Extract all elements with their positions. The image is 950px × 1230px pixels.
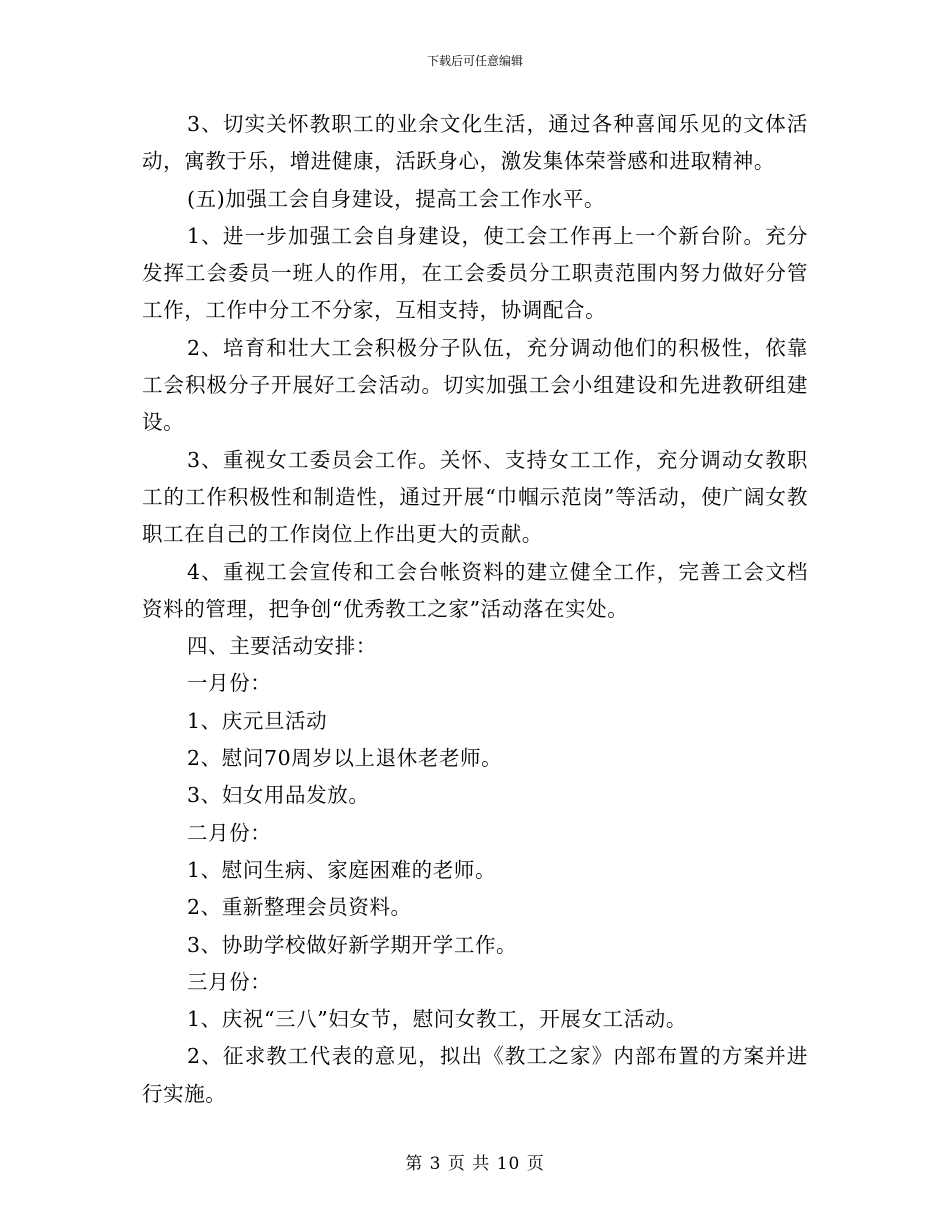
month-heading: 二月份： <box>187 820 272 845</box>
paragraph: 2、培育和壮大工会积极分子队伍，充分调动他们的积极性，依靠工会积极分子开展好工会活动。切实加强工会小组建设和先进教研组建设。 <box>142 335 808 435</box>
list-item: 2、重新整理会员资料。 <box>187 895 412 920</box>
paragraph: 3、切实关怀教职工的业余文化生活，通过各种喜闻乐见的文体活动，寓教于乐，增进健康，活跃身心，激发集体荣誉感和进取精神。 <box>142 112 808 174</box>
paragraph: (五)加强工会自身建设，提高工会工作水平。 <box>187 186 606 211</box>
list-item: 3、协助学校做好新学期开学工作。 <box>187 932 518 957</box>
list-item: 2、慰问70周岁以上退休老老师。 <box>187 746 503 771</box>
header-note: 下载后可任意编辑 <box>426 54 523 68</box>
list-item: 1、慰问生病、家庭困难的老师。 <box>187 857 497 882</box>
month-heading: 三月份： <box>187 969 272 994</box>
section-heading: 四、主要活动安排： <box>187 634 377 659</box>
paragraph: 4、重视工会宣传和工会台帐资料的建立健全工作，完善工会文档资料的管理，把争创“优秀教工之家”活动落在实处。 <box>142 559 808 621</box>
list-item: 2、征求教工代表的意见，拟出《教工之家》内部布置的方案并进行实施。 <box>142 1044 808 1106</box>
paragraph: 1、进一步加强工会自身建设，使工会工作再上一个新台阶。充分发挥工会委员一班人的作用，在工会委员分工职责范围内努力做好分管工作，工作中分工不分家，互相支持，协调配合。 <box>142 223 808 323</box>
month-heading: 一月份： <box>187 671 272 696</box>
paragraph: 3、重视女工委员会工作。关怀、支持女工工作，充分调动女教职工的工作积极性和制造性，通过开展“巾帼示范岗”等活动，使广阔女教职工在自己的工作岗位上作出更大的贡献。 <box>142 447 808 547</box>
list-item: 1、庆元旦活动 <box>187 708 328 733</box>
document-body <box>142 106 808 1113</box>
page-number: 第 3 页 共 10 页 <box>405 1154 545 1174</box>
list-item: 1、庆祝“三八”妇女节，慰问女教工，开展女工活动。 <box>187 1007 688 1032</box>
list-item: 3、妇女用品发放。 <box>187 783 370 808</box>
